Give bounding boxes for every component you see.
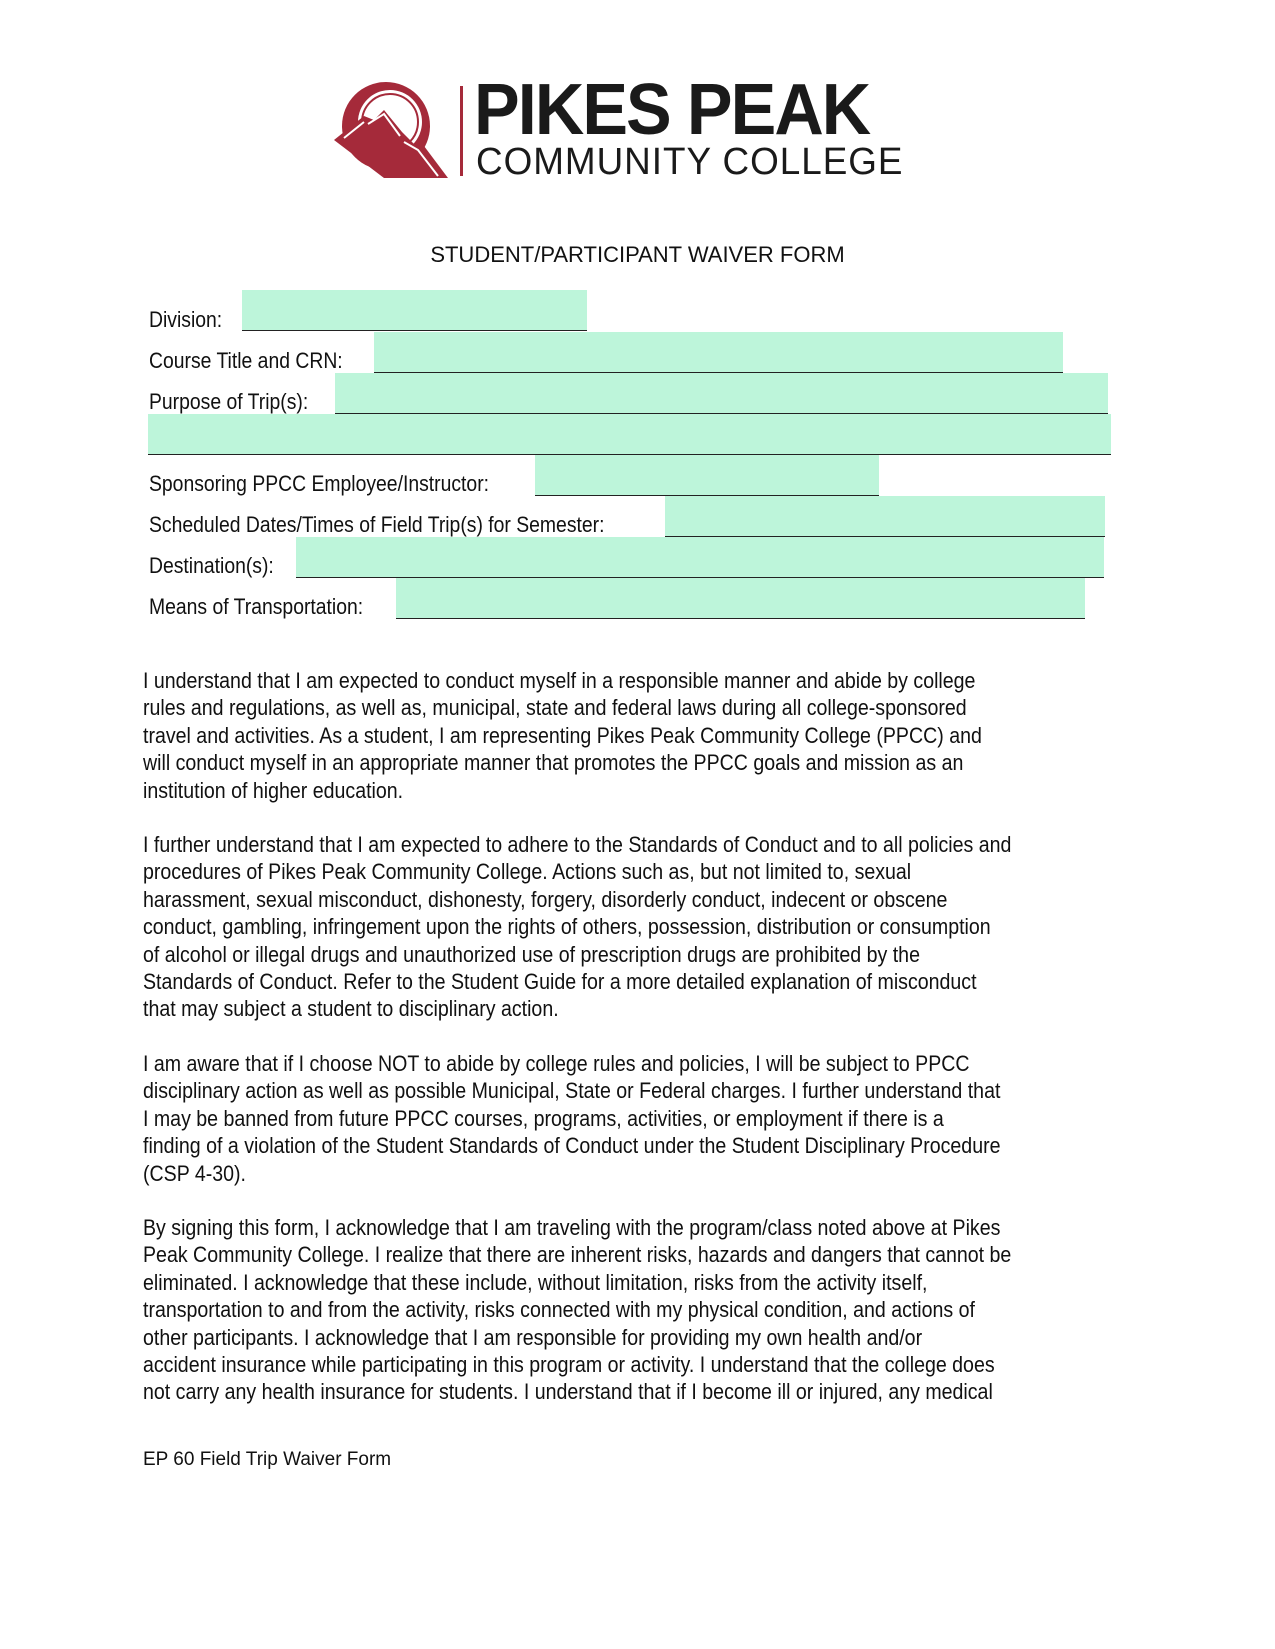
paragraph-line: (CSP 4-30).	[143, 1160, 246, 1186]
paragraph-line: of alcohol or illegal drugs and unauthorized use of prescription drugs are prohibited by the	[143, 941, 920, 967]
paragraph-line: By signing this form, I acknowledge that I am traveling with the program/class noted above at Pikes	[143, 1215, 1001, 1240]
purpose-field-continued[interactable]	[148, 414, 1111, 455]
paragraph-line: Peak Community College. I realize that there are inherent risks, hazards and dangers that cannot be	[143, 1242, 1012, 1268]
paragraph-line: I understand that I am expected to conduct myself in a responsible manner and abide by college	[143, 668, 976, 693]
purpose-label: Purpose of Trip(s):	[149, 389, 309, 414]
paragraph-line: transportation to and from the activity, risks connected with my physical condition, and actions of	[143, 1297, 975, 1323]
paragraph-line: I am aware that if I choose NOT to abide by college rules and policies, I will be subject to PPCC	[143, 1051, 970, 1076]
paragraph-line: Standards of Conduct. Refer to the Student Guide for a more detailed explanation of misconduct	[143, 968, 977, 994]
mountain-sun-logo-icon	[334, 80, 448, 180]
paragraph-line: eliminated. I acknowledge that these include, without limitation, risks from the activity itself,	[143, 1269, 928, 1295]
paragraph-line: accident insurance while participating in this program or activity. I understand that the college does	[143, 1351, 995, 1377]
course-title-field[interactable]	[374, 332, 1063, 373]
paragraph-line: will conduct myself in an appropriate manner that promotes the PPCC goals and mission as an	[143, 750, 964, 776]
course-title-label: Course Title and CRN:	[149, 348, 343, 373]
paragraph-line: travel and activities. As a student, I am representing Pikes Peak Community College (PPCC) and	[143, 722, 982, 748]
paragraph-line: I further understand that I am expected to adhere to the Standards of Conduct and to all policies and	[143, 832, 1012, 857]
paragraph-line: procedures of Pikes Peak Community College. Actions such as, but not limited to, sexual	[143, 859, 912, 885]
paragraph-line: other participants. I acknowledge that I am responsible for providing my own health and/or	[143, 1324, 923, 1350]
division-field[interactable]	[242, 290, 587, 331]
purpose-field[interactable]	[335, 373, 1108, 414]
paragraph-line: not carry any health insurance for students. I understand that if I become ill or injured, any medical	[143, 1379, 993, 1405]
destination-field[interactable]	[296, 537, 1104, 578]
paragraph-line: conduct, gambling, infringement upon the rights of others, possession, distribution or consumption	[143, 914, 991, 940]
page-footer: EP 60 Field Trip Waiver Form	[143, 1449, 392, 1470]
destination-label: Destination(s):	[149, 553, 274, 578]
division-label: Division:	[149, 307, 223, 332]
paragraph-conduct	[143, 667, 1107, 804]
paragraph-line: that may subject a student to disciplinary action.	[143, 996, 559, 1022]
paragraph-acknowledgement	[143, 1214, 1141, 1406]
transportation-field[interactable]	[396, 578, 1085, 619]
logo-divider	[460, 86, 463, 176]
paragraph-line: harassment, sexual misconduct, dishonesty, forgery, disorderly conduct, indecent or obscene	[143, 886, 948, 912]
college-logo	[334, 70, 914, 183]
scheduled-dates-label: Scheduled Dates/Times of Field Trip(s) for Semester:	[149, 512, 605, 537]
form-title: STUDENT/PARTICIPANT WAIVER FORM	[430, 242, 845, 267]
paragraph-line: rules and regulations, as well as, municipal, state and federal laws during all college-sponsored	[143, 695, 967, 721]
paragraph-line: I may be banned from future PPCC courses, programs, activities, or employment if there is a	[143, 1105, 944, 1131]
logo-subtitle: COMMUNITY COLLEGE	[476, 141, 904, 183]
sponsor-field[interactable]	[535, 455, 879, 496]
paragraph-line: institution of higher education.	[143, 777, 404, 803]
sponsor-label: Sponsoring PPCC Employee/Instructor:	[149, 471, 490, 496]
transportation-label: Means of Transportation:	[149, 594, 364, 619]
paragraph-line: disciplinary action as well as possible Municipal, State or Federal charges. I further understand that	[143, 1078, 1001, 1104]
paragraph-line: finding of a violation of the Student Standards of Conduct under the Student Disciplinary Procedure	[143, 1133, 1001, 1159]
paragraph-standards	[143, 831, 1141, 1023]
logo-name: PIKES PEAK	[474, 70, 870, 150]
paragraph-discipline	[143, 1050, 1129, 1187]
scheduled-dates-field[interactable]	[665, 496, 1105, 537]
